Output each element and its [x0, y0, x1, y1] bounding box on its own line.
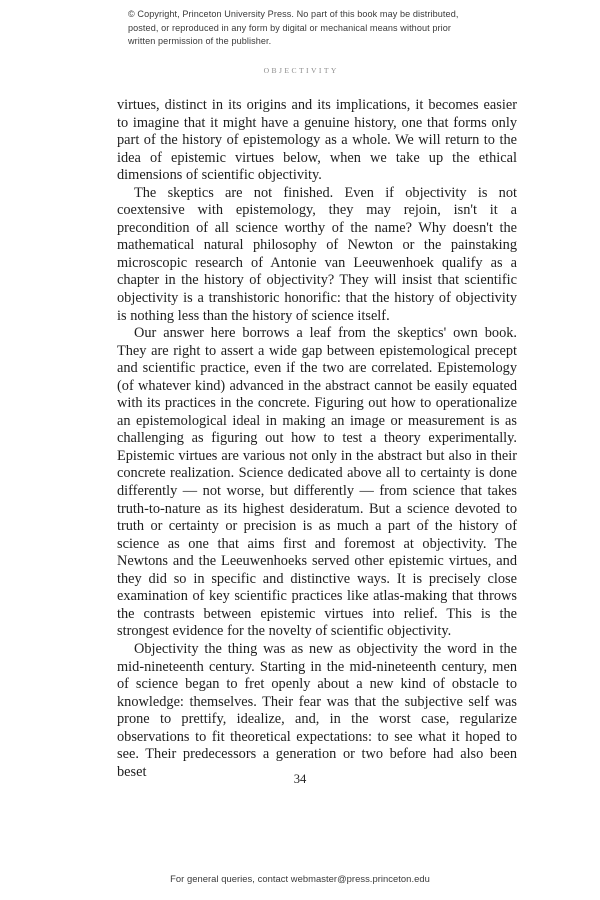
body-paragraph: virtues, distinct in its origins and its implications, it becomes easier to imagine that it might have a genuine history, one that forms only part of the history of epistemology as a whole. We will return to the idea of epistemic virtues below, when we take up the ethical dimensions of scientific objectivity. [117, 97, 517, 184]
page-number: 34 [293, 772, 307, 786]
copyright-notice: © Copyright, Princeton University Press. No part of this book may be distributed, posted, or reproduced in any form by digital or mechanical means without prior written permission of the publisher. [128, 9, 459, 47]
body-paragraph: Objectivity the thing was as new as objectivity the word in the mid-nineteenth century. Starting in the mid-nineteenth century, men of science began to fret openly about a new kind of obstacle to knowledge: themselves. Their fear was that the subjective self was prone to prettify, idealize, and, in the worst case, regularize observations to fit theoretical expectations: to see what it hoped to see. Their predecessors a generation or two before had also been beset [117, 640, 517, 780]
body-text-block [117, 97, 517, 781]
footer-query-line: For general queries, contact webmaster@press.princeton.edu [170, 873, 430, 884]
body-paragraph: The skeptics are not finished. Even if objectivity is not coextensive with epistemology, they may rejoin, isn't it a precondition of all science worthy of the name? Why doesn't the mathematical natural philosophy of Newton or the painstaking microscopic research of Antonie van Leeuwenhoek qualify as a chapter in the history of objectivity? They will insist that scientific objectivity is a transhistoric honorific: that the history of objectivity is nothing less than the history of science itself. [117, 184, 517, 324]
body-paragraph: Our answer here borrows a leaf from the skeptics' own book. They are right to assert a wide gap between epistemological precept and scientific practice, even if the two are correlated. Epistemology (of whatever kind) advanced in the abstract cannot be easily equated with its practices in the concrete. Figuring out how to operationalize an epistemological ideal in making an image or measurement is as challenging as figuring out how to test a theory experimentally. Epistemic virtues are various not only in the abstract but also in their concrete realization. Science dedicated above all to certainty is done differently — not worse, but differently — from science that takes truth-to-nature as its highest desideratum. But a science devoted to truth or certainty or precision is as much a part of the history of science as one that aims first and foremost at objectivity. The Newtons and the Leeuwenhoeks served other epistemic virtues, and they did so in specific and distinctive ways. It is precisely close examination of key scientific practices like atlas-making that throws the contrasts between epistemic virtues into relief. This is the strongest evidence for the novelty of scientific objectivity. [117, 325, 517, 640]
running-head: OBJECTIVITY [263, 66, 339, 75]
